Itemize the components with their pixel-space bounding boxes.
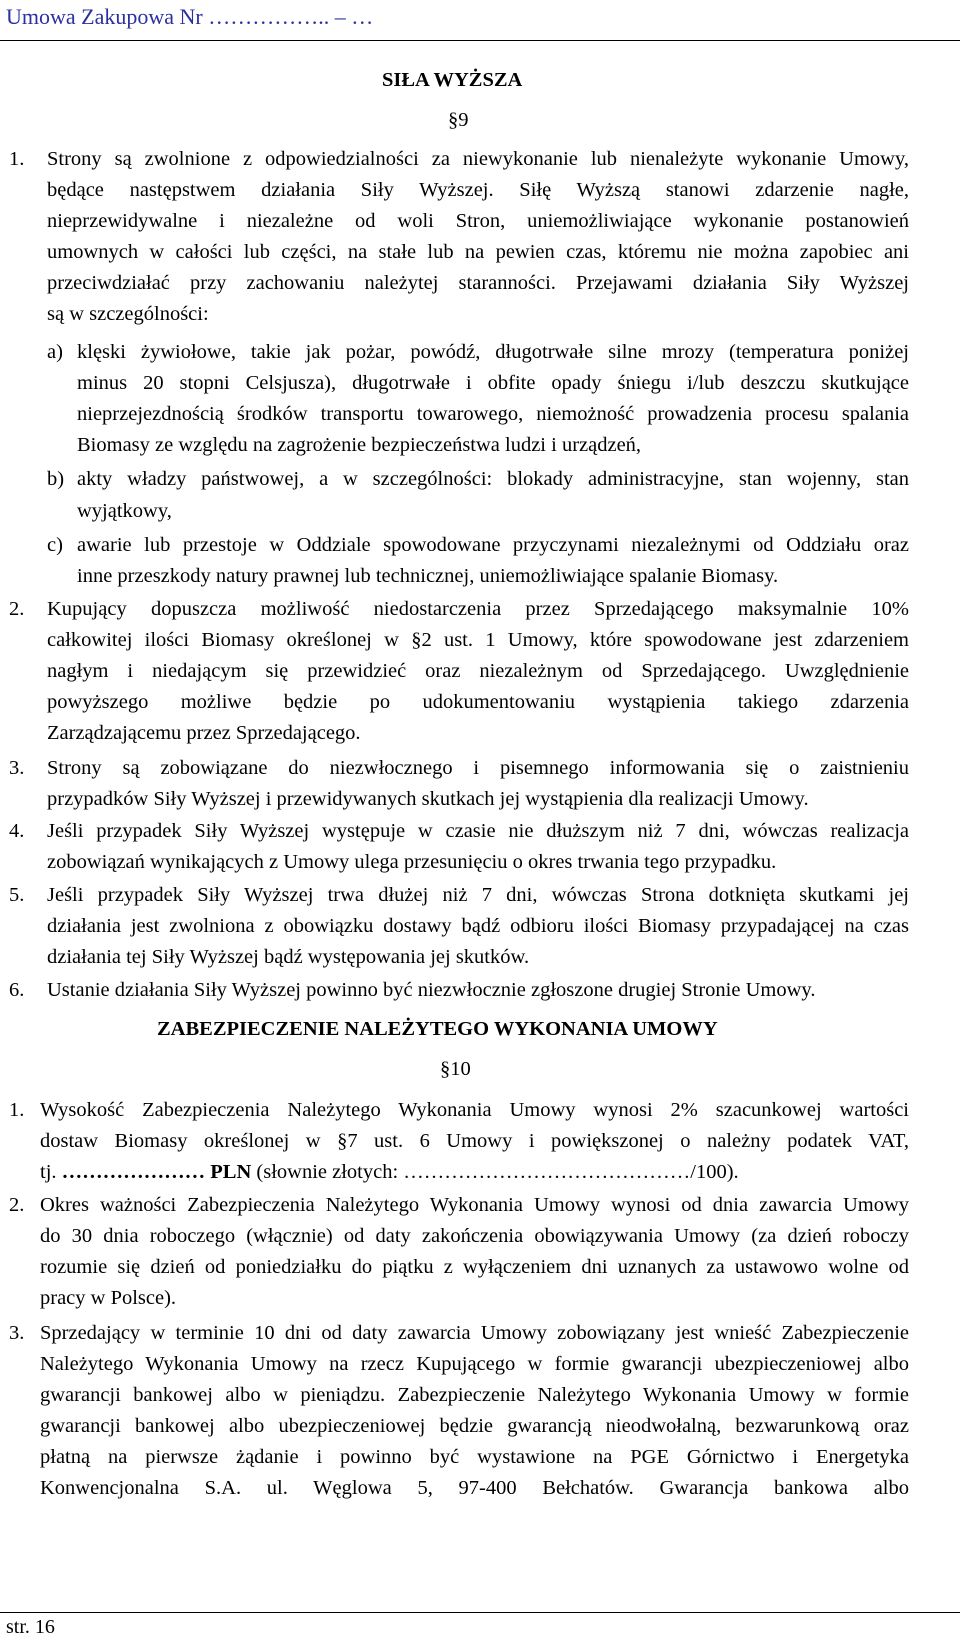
sublist-line: awarie lub przestoje w Oddziale spowodowane przyczynami niezależnymi od Oddziału oraz [77,534,909,556]
list-number: 3. [9,757,25,779]
paragraph-line: gwarancji bankowej albo w pieniądzu. Zabezpieczenie Należytego Wykonania Umowy w formie [40,1384,909,1406]
amount-in-words: (słownie złotych: ……………………………………/100). [251,1161,739,1183]
section-10-heading: ZABEZPIECZENIE NALEŻYTEGO WYKONANIA UMOWY [157,1018,718,1040]
paragraph-line: nieprzewidywalne i niezależne od woli Stron, uniemożliwiające wykonanie postanowień [47,210,909,232]
paragraph-line: powyższego możliwe będzie po udokumentowaniu wystąpienia takiego zdarzenia [47,691,909,713]
paragraph-line: działania tej Siły Wyższej bądź występowania jej skutków. [47,946,530,968]
paragraph-line: Jeśli przypadek Siły Wyższej trwa dłużej niż 7 dni, wówczas Strona dotknięta skutkami jej [47,884,909,906]
section-10-number: §10 [440,1058,471,1080]
footer-divider [0,1612,960,1613]
sublist-line: akty władzy państwowej, a w szczególności: blokady administracyjne, stan wojenny, stan [77,468,909,490]
sublist-line: minus 20 stopni Celsjusza), długotrwałe i obfite opady śniegu i/lub deszczu skutkujące [77,372,909,394]
section-9-heading: SIŁA WYŻSZA [382,69,523,91]
paragraph-line: przypadków Siły Wyższej i przewidywanych skutkach jej wystąpienia dla realizacji Umowy. [47,788,809,810]
paragraph-line: Ustanie działania Siły Wyższej powinno być niezwłocznie zgłoszone drugiej Stronie Umowy. [47,979,816,1001]
paragraph-line: działania jest zwolniona z obowiązku dostawy bądź odbioru ilości Biomasy przypadającej na czas [47,915,909,937]
paragraph-line: Należytego Wykonania Umowy na rzecz Kupującego w formie gwarancji ubezpieczeniowej albo [40,1353,909,1375]
document-header-title: Umowa Zakupowa Nr …………….. – … [6,4,374,29]
paragraph-line: będące następstwem działania Siły Wyższej. Siłę Wyższą stanowi zdarzenie nagłe, [47,179,909,201]
paragraph-line: rozumie się dzień od poniedziałku do piątku z wyłączeniem dni uznanych za ustawowo wolne od [40,1256,909,1278]
sublist-label: b) [47,468,65,490]
paragraph-line: umownych w całości lub części, na stałe lub na pewien czas, któremu nie można zapobiec ani [47,241,909,263]
sublist-line: wyjątkowy, [77,500,172,522]
sublist-line: nieprzejezdnością środków transportu towarowego, niemożność prowadzenia procesu spalania [77,403,909,425]
amount-prefix: tj. [40,1161,62,1183]
list-number: 3. [9,1322,25,1344]
list-number: 4. [9,820,25,842]
paragraph-line: pracy w Polsce). [40,1287,177,1309]
paragraph-line: są w szczególności: [47,303,209,325]
list-number: 1. [9,148,25,170]
amount-pln: ………………… PLN [61,1161,252,1183]
paragraph-line: Strony są zwolnione z odpowiedzialności za niewykonanie lub nienależyte wykonanie Umowy, [47,148,909,170]
list-number: 5. [9,884,25,906]
paragraph-line: Kupujący dopuszcza możliwość niedostarczenia przez Sprzedającego maksymalnie 10% [47,598,909,620]
list-number: 1. [9,1099,25,1121]
paragraph-line: zobowiązań wynikających z Umowy ulega przesunięciu o okres trwania tego przypadku. [47,851,777,873]
paragraph-line: gwarancji bankowej albo ubezpieczeniowej będzie gwarancją nieodwołalną, bezwarunkową oraz [40,1415,909,1437]
list-number: 2. [9,598,25,620]
sublist-label: a) [47,341,63,363]
paragraph-line: całkowitej ilości Biomasy określonej w §2 ust. 1 Umowy, które spowodowane jest zdarzeniem [47,629,909,651]
section-9-number: §9 [448,109,469,131]
paragraph-line: dostaw Biomasy określonej w §7 ust. 6 Umowy i powiększonej o należny podatek VAT, [40,1130,909,1152]
paragraph-line: Sprzedający w terminie 10 dni od daty zawarcia Umowy zobowiązany jest wnieść Zabezpieczenie [40,1322,909,1344]
paragraph-line-amount [40,1159,739,1185]
paragraph-line: Okres ważności Zabezpieczenia Należytego Wykonania Umowy wynosi od dnia zawarcia Umowy [40,1194,909,1216]
paragraph-line: Zarządzającemu przez Sprzedającego. [47,722,361,744]
list-number: 2. [9,1194,25,1216]
paragraph-line: Konwencjonalna S.A. ul. Węglowa 5, 97-400 Bełchatów. Gwarancja bankowa albo [40,1477,909,1499]
paragraph-line: płatną na pierwsze żądanie i powinno być wystawione na PGE Górnictwo i Energetyka [40,1446,909,1468]
list-number: 6. [9,979,25,1001]
page-number: str. 16 [6,1616,55,1638]
sublist-label: c) [47,534,63,556]
paragraph-line: do 30 dnia roboczego (włącznie) od daty zakończenia obowiązywania Umowy (za dzień roboczy [40,1225,909,1247]
header-divider [0,40,960,41]
paragraph-line: Jeśli przypadek Siły Wyższej występuje w czasie nie dłuższym niż 7 dni, wówczas realizacja [47,820,909,842]
paragraph-line: nagłym i niedającym się przewidzieć oraz niezależnym od Sprzedającego. Uwzględnienie [47,660,909,682]
paragraph-line: Wysokość Zabezpieczenia Należytego Wykonania Umowy wynosi 2% szacunkowej wartości [40,1099,909,1121]
sublist-line: klęski żywiołowe, takie jak pożar, powódź, długotrwałe silne mrozy (temperatura poniżej [77,341,909,363]
sublist-line: Biomasy ze względu na zagrożenie bezpieczeństwa ludzi i urządzeń, [77,434,642,456]
sublist-line: inne przeszkody natury prawnej lub technicznej, uniemożliwiające spalanie Biomasy. [77,565,779,587]
paragraph-line: przeciwdziałać przy zachowaniu należytej staranności. Przejawami działania Siły Wyższej [47,272,909,294]
paragraph-line: Strony są zobowiązane do niezwłocznego i pisemnego informowania się o zaistnieniu [47,757,909,779]
